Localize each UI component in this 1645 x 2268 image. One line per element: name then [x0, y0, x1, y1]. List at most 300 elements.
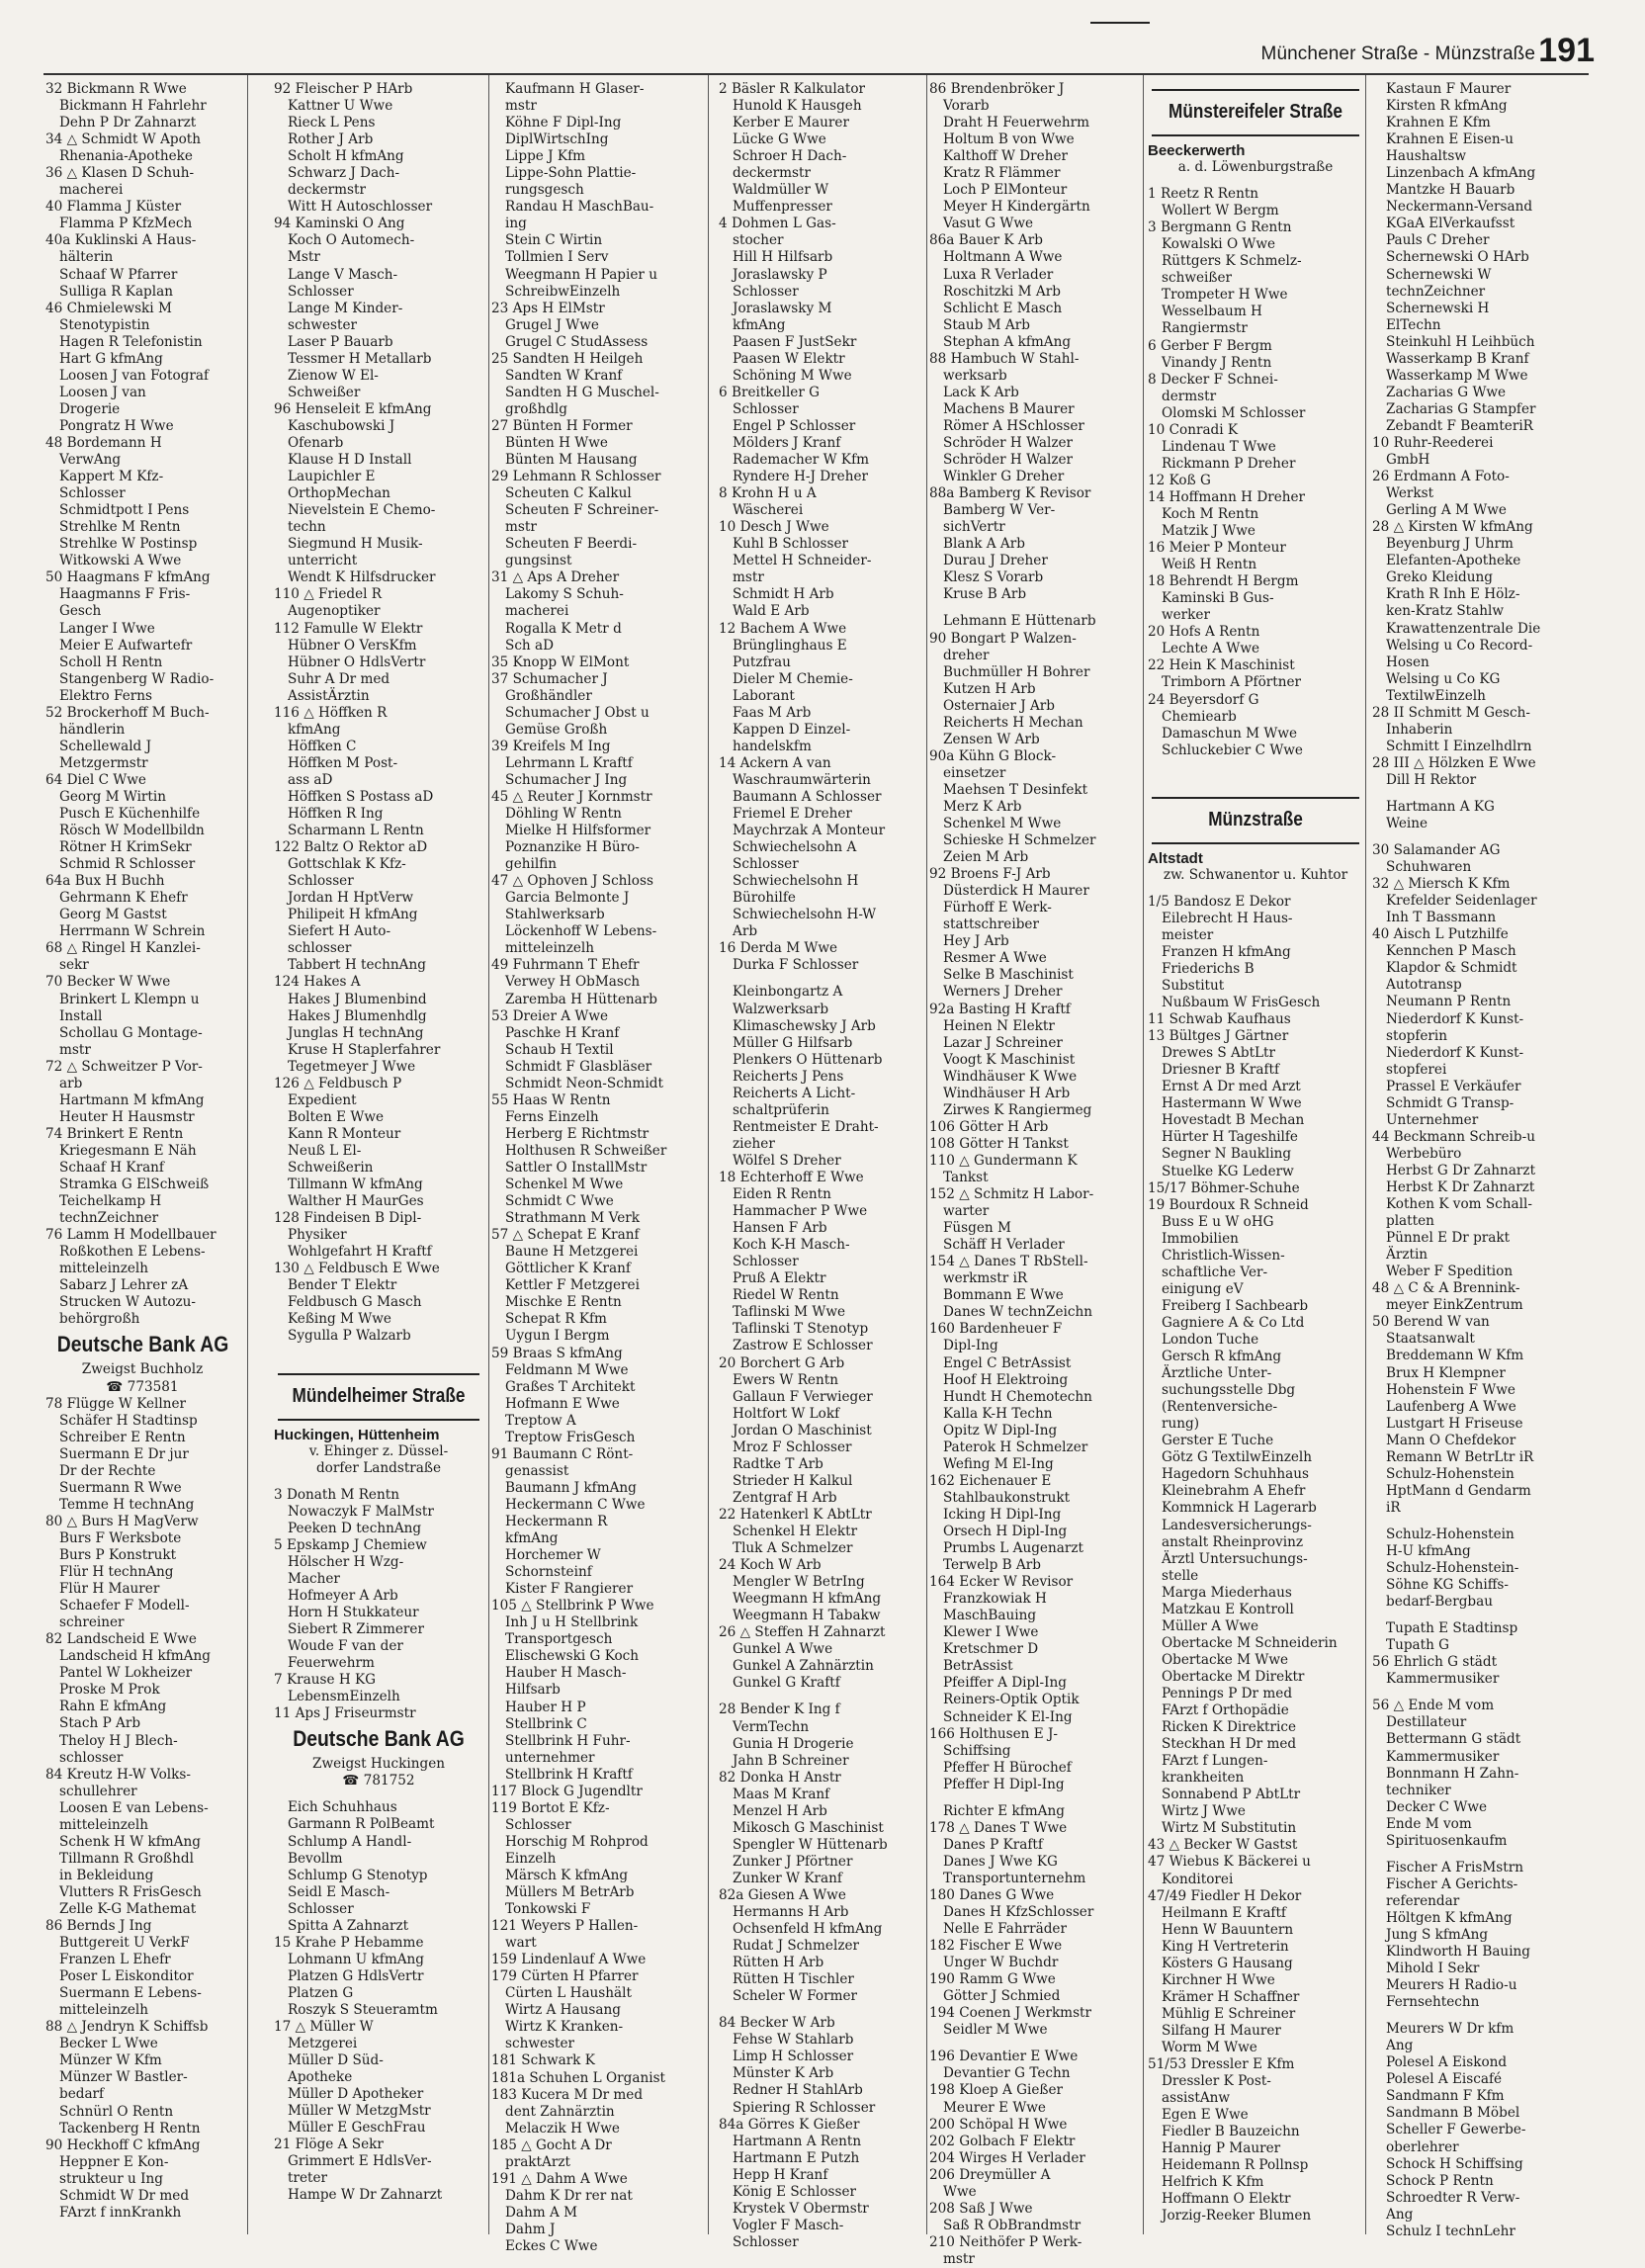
address-entry: 181a Schuhen L Organist	[491, 2069, 666, 2086]
entry-continuation: Kriegesmann E Näh	[59, 1142, 197, 1159]
entry-continuation: Heckermann C Wwe	[505, 1496, 646, 1513]
entry-continuation: werker	[1162, 607, 1210, 624]
entry-continuation: techn	[288, 519, 326, 536]
entry-continuation: ElTechn	[1386, 316, 1441, 333]
entry-continuation: Haagmanns F Fris-	[59, 586, 191, 603]
entry-continuation: Klapdor & Schmidt	[1386, 960, 1517, 977]
entry-continuation: Hoof H Elektroing	[943, 1371, 1069, 1388]
entry-continuation: Hansen F Arb	[733, 1220, 827, 1237]
entry-continuation: Schollau G Montage-	[59, 1024, 203, 1041]
entry-continuation: schwester	[288, 316, 358, 333]
entry-continuation: Tegetmeyer J Wwe	[288, 1058, 416, 1075]
address-entry: 90 Bongart P Walzen-	[929, 630, 1077, 647]
column-divider	[1143, 75, 1144, 2234]
entry-continuation: kfmAng	[733, 316, 786, 333]
entry-continuation: Herrmann W Schrein	[59, 923, 206, 940]
entry-continuation: Lustgart H Friseuse	[1386, 1415, 1523, 1432]
entry-continuation: AssistÄrztin	[288, 687, 370, 704]
entry-continuation: Olomski M Schlosser	[1162, 404, 1306, 421]
entry-continuation: Scheuten F Beerdi-	[505, 536, 638, 553]
entry-continuation: Klewer I Wwe	[943, 1624, 1039, 1641]
entry-continuation: TextilwEinzelh	[1386, 687, 1486, 704]
entry-continuation: Rudat J Schmelzer	[733, 1938, 860, 1955]
entry-continuation: Inh J u H Stellbrink	[505, 1614, 639, 1631]
entry-continuation: Kleinebrahm A Ehefr	[1162, 1483, 1306, 1500]
entry-continuation: Mstr	[288, 249, 320, 266]
address-entry: 59 Braas S kfmAng	[491, 1345, 623, 1361]
address-entry: 126 △ Feldbusch P	[274, 1075, 402, 1091]
entry-continuation: Zacharias G Wwe	[1386, 384, 1507, 400]
entry-continuation: Zienow W El-	[288, 367, 379, 384]
address-entry: 210 Neithöfer P Werk-	[929, 2233, 1082, 2250]
entry-continuation: Kuhl B Schlosser	[733, 536, 849, 553]
entry-continuation: Höffken C	[288, 738, 357, 754]
entry-continuation: Hofmann E Wwe	[505, 1395, 620, 1412]
entry-continuation: Schornsteinf	[505, 1564, 592, 1581]
entry-continuation: Hauber H Masch-	[505, 1665, 627, 1682]
entry-continuation: Stahlwerksarb	[505, 907, 605, 923]
entry-continuation: Friemel E Dreher	[733, 806, 852, 823]
address-entry: 57 △ Schepat E Kranf	[491, 1227, 640, 1244]
address-entry: 39 Kreifels M Ing	[491, 738, 611, 754]
entry-continuation: Henn W Bauuntern	[1162, 1921, 1294, 1938]
entry-continuation: in Bekleidung	[59, 1867, 154, 1883]
address-entry: 88 Hambuch W Stahl-	[929, 350, 1080, 367]
entry-continuation: Jordan O Maschinist	[733, 1422, 872, 1439]
address-entry: 160 Bardenheuer F	[929, 1321, 1063, 1338]
entry-continuation: Vorarb	[943, 98, 990, 115]
address-entry: 26 Erdmann A Foto-	[1372, 469, 1510, 485]
address-entry: 88a Bamberg K Revisor	[929, 485, 1091, 502]
entry-continuation: Einzelh	[505, 1850, 557, 1867]
address-entry: 4 Dohmen L Gas-	[719, 216, 836, 232]
entry-continuation: Buttgereit U VerkF	[59, 1935, 190, 1952]
entry-continuation: Danes J Wwe KG	[943, 1853, 1058, 1870]
entry-continuation: Danes W technZeichn	[943, 1304, 1092, 1321]
entry-continuation: Kaminski B Gus-	[1162, 590, 1274, 607]
entry-continuation: Garcia Belmonte J	[505, 890, 630, 907]
entry-continuation: Inh T Bassmann	[1386, 910, 1497, 926]
entry-continuation: Lücke G Wwe	[733, 131, 826, 148]
address-entry: 29 Lehmann R Schlosser	[491, 469, 661, 485]
entry-continuation: Fischer A Gerichts-	[1386, 1875, 1518, 1892]
address-entry: 28 II Schmitt M Gesch-	[1372, 704, 1530, 721]
address-entry: 204 Wirges H Verlader	[929, 2149, 1085, 2166]
entry-continuation: Inhaberin	[1386, 721, 1453, 738]
entry-continuation: Wirtz K Kranken-	[505, 2019, 624, 2036]
address-entry: 32 △ Miersch K Kfm	[1372, 876, 1511, 893]
spacer	[1148, 759, 1363, 769]
entry-continuation: Schulz I technLehr	[1386, 2223, 1515, 2239]
address-entry: 86 Brendenbröker J	[929, 81, 1065, 97]
entry-continuation: Schlicht E Masch	[943, 300, 1063, 316]
heading-rule	[278, 1419, 479, 1421]
entry-continuation: LebensmEinzelh	[288, 1689, 400, 1705]
entry-continuation: (Rentenversiche-	[1162, 1399, 1278, 1416]
entry-continuation: Schroer H Dach-	[733, 148, 847, 165]
address-entry: 179 Cürten H Pfarrer	[491, 1968, 639, 1985]
entry-continuation: Walther H MaurGes	[288, 1193, 424, 1210]
entry-continuation: Zeien M Arb	[943, 849, 1029, 866]
entry-continuation: Spirituosenkaufm	[1386, 1832, 1508, 1849]
address-entry: 50 Haagmans F kfmAng	[45, 569, 211, 586]
address-entry: 90 Heckhoff C kfmAng	[45, 2137, 201, 2153]
entry-continuation: Hagedorn Schuhhaus	[1162, 1466, 1309, 1483]
entry-continuation: Schröder H Walzer	[943, 434, 1074, 451]
entry-continuation: Paterok H Schmelzer	[943, 1439, 1088, 1455]
entry-continuation: Roßkothen E Lebens-	[59, 1244, 206, 1261]
entry-continuation: Kleinbongartz A	[733, 984, 843, 1001]
address-entry: 194 Coenen J Werkmstr	[929, 2005, 1092, 2022]
column-divider	[488, 75, 489, 2234]
entry-continuation: Landesversicherungs-	[1162, 1517, 1312, 1533]
entry-continuation: werkmstr iR	[943, 1270, 1028, 1287]
entry-continuation: Sonnabend P AbtLtr	[1162, 1787, 1301, 1803]
entry-continuation: Cürten L Haushält	[505, 1985, 632, 2002]
entry-continuation: Ärztliche Unter-	[1162, 1365, 1272, 1382]
entry-continuation: schweißer	[1162, 270, 1232, 287]
entry-continuation: Grimmert E HdlsVer-	[288, 2153, 432, 2170]
entry-continuation: Mischke E Rentn	[505, 1294, 622, 1311]
entry-continuation: Strehlke M Rentn	[59, 519, 181, 536]
entry-continuation: Obertacke M Wwe	[1162, 1651, 1289, 1668]
address-entry: 166 Holthusen E J-	[929, 1725, 1059, 1742]
entry-continuation: Heckermann R	[505, 1513, 608, 1529]
entry-continuation: Ang	[1386, 2038, 1414, 2054]
entry-continuation: Zelle K-G Mathemat	[59, 1900, 197, 1917]
spacer	[1148, 769, 1363, 779]
entry-continuation: Werkst	[1386, 485, 1434, 502]
entry-continuation: Hammacher P Wwe	[733, 1203, 868, 1220]
entry-continuation: Stramka G ElSchweiß	[59, 1177, 210, 1193]
entry-continuation: Pfeffer H Bürochef	[943, 1759, 1072, 1776]
entry-continuation: Märsch K kfmAng	[505, 1867, 629, 1883]
entry-continuation: kfmAng	[505, 1530, 559, 1547]
entry-continuation: Laupichler E	[288, 469, 376, 485]
entry-continuation: Wohlgefahrt H Kraftf	[288, 1244, 432, 1261]
entry-continuation: Eiden R Rentn	[733, 1186, 831, 1203]
entry-continuation: VerwAng	[59, 452, 122, 469]
entry-continuation: Eckes C Wwe	[505, 2238, 598, 2254]
entry-continuation: Krawattenzentrale Die	[1386, 620, 1541, 637]
entry-continuation: Buss E u W oHG	[1162, 1213, 1274, 1230]
address-entry: 16 Meier P Monteur	[1148, 540, 1286, 557]
entry-continuation: Franzen L Ehefr	[59, 1952, 171, 1968]
entry-continuation: Rickmann P Dreher	[1162, 455, 1296, 472]
entry-continuation: Schulz-Hohenstein	[1386, 1465, 1515, 1482]
entry-continuation: Zunker W Kranf	[733, 1870, 842, 1886]
entry-continuation: dreher	[943, 647, 990, 663]
entry-continuation: mitteleinzelh	[505, 940, 595, 957]
address-entry: 130 △ Feldbusch E Wwe	[274, 1261, 440, 1277]
entry-continuation: Münzer W Bastler-	[59, 2069, 188, 2086]
entry-continuation: Rangiermstr	[1162, 320, 1248, 337]
entry-continuation: Hill H Hilfsarb	[733, 249, 833, 266]
entry-continuation: Tankst	[943, 1170, 989, 1185]
entry-continuation: Walzwerksarb	[733, 1001, 829, 1017]
heading-rule	[1152, 89, 1359, 91]
entry-continuation: Schaefer F Modell-	[59, 1598, 190, 1614]
entry-continuation: unternehmer	[505, 1749, 595, 1766]
address-entry: 35 Knopp W ElMont	[491, 654, 630, 670]
spacer	[1372, 789, 1592, 799]
entry-continuation: Baune H Metzgerei	[505, 1244, 639, 1261]
address-entry: 178 △ Danes T Wwe	[929, 1819, 1068, 1836]
entry-continuation: Lack K Arb	[943, 384, 1019, 400]
address-entry: 14 Ackern A van	[719, 754, 831, 771]
entry-continuation: Tackenberg H Rentn	[59, 2120, 201, 2137]
entry-continuation: Pusch E Küchenhilfe	[59, 806, 201, 823]
entry-continuation: Tillmann W kfmAng	[288, 1177, 423, 1193]
address-entry: 183 Kucera M Dr med	[491, 2086, 644, 2103]
entry-continuation: Loosen E van Lebens-	[59, 1799, 209, 1816]
entry-continuation: dermstr	[1162, 388, 1217, 404]
address-entry: 19 Bourdoux R Schneid	[1148, 1196, 1309, 1213]
entry-continuation: Zirwes K Rangiermeg	[943, 1101, 1092, 1118]
entry-continuation: Friederichs B	[1162, 960, 1255, 977]
entry-continuation: Gagniere A & Co Ltd	[1162, 1314, 1305, 1331]
entry-continuation: gungsinst	[505, 553, 572, 569]
entry-continuation: großhdlg	[505, 400, 567, 417]
entry-continuation: Döhling W Rentn	[505, 806, 622, 823]
entry-continuation: Lippe-Sohn Plattie-	[505, 165, 637, 182]
entry-continuation: Tollmien I Serv	[505, 249, 609, 266]
entry-continuation: Suermann E Dr jur	[59, 1445, 189, 1462]
spacer	[929, 603, 1141, 613]
entry-continuation: Install	[59, 1007, 103, 1024]
entry-continuation: Götter J Schmied	[943, 1988, 1061, 2005]
address-entry: 90a Kühn G Block-	[929, 747, 1057, 764]
entry-continuation: Meurers W Dr kfm	[1386, 2021, 1515, 2038]
entry-continuation: Schäfer H Stadtinsp	[59, 1412, 198, 1429]
entry-continuation: Lohmann U kfmAng	[288, 1951, 425, 1967]
entry-continuation: Kattner U Wwe	[288, 98, 393, 115]
subheading-line: dorfer Landstraße	[315, 1459, 442, 1476]
address-entry: 23 Aps H ElMstr	[491, 300, 605, 316]
address-entry: 128 Findeisen B Dipl-	[274, 1210, 422, 1227]
entry-continuation: Horschig M Rohprod	[505, 1833, 649, 1850]
entry-continuation: Münzer W Kfm	[59, 2052, 162, 2069]
entry-continuation: Wwe	[943, 2183, 977, 2200]
entry-continuation: Seidl E Masch-	[288, 1883, 390, 1900]
entry-continuation: Strucken W Autozu-	[59, 1294, 197, 1311]
entry-continuation: Putzfrau	[733, 654, 791, 670]
entry-continuation: Burs F Werksbote	[59, 1529, 182, 1546]
entry-continuation: Danes H KfzSchlosser	[943, 1904, 1094, 1921]
entry-continuation: Metzgermstr	[59, 754, 148, 771]
entry-continuation: Schulz-Hohenstein-	[1386, 1560, 1519, 1577]
address-entry: 28 III △ Hölzken E Wwe	[1372, 754, 1536, 771]
spacer	[719, 2005, 923, 2015]
entry-continuation: Müller D Apotheker	[288, 2086, 424, 2103]
entry-continuation: Bickmann H Fahrlehr	[59, 98, 207, 115]
entry-continuation: assistAnw	[1162, 2090, 1231, 2107]
entry-continuation: Opitz W Dipl-Ing	[943, 1422, 1058, 1439]
entry-continuation: Schreiber E Rentn	[59, 1429, 186, 1445]
entry-continuation: Eilebrecht H Haus-	[1162, 910, 1293, 926]
entry-continuation: Lechte A Wwe	[1162, 641, 1260, 657]
entry-continuation: Schwiechelsohn A	[733, 839, 857, 856]
entry-continuation: Christlich-Wissen-	[1162, 1247, 1285, 1264]
entry-continuation: Durau J Dreher	[943, 553, 1048, 569]
entry-continuation: Brinkert L Klempn u	[59, 991, 200, 1007]
entry-continuation: Substitut	[1162, 978, 1225, 995]
entry-continuation: einsetzer	[943, 764, 1006, 781]
entry-continuation: Ricken K Direktrice	[1162, 1719, 1297, 1736]
entry-continuation: Staub M Arb	[943, 316, 1030, 333]
entry-continuation: warter	[943, 1203, 990, 1220]
entry-continuation: Krahnen E Kfm	[1386, 115, 1491, 131]
entry-continuation: Stein C Wirtin	[505, 232, 603, 249]
address-entry: 92 Fleischer P HArb	[274, 81, 413, 97]
address-entry: 21 Flöge A Sekr	[274, 2137, 384, 2153]
address-entry: 82a Giesen A Wwe	[719, 1886, 846, 1903]
entry-continuation: oberlehrer	[1386, 2138, 1459, 2155]
entry-continuation: Schlosser	[288, 283, 354, 300]
entry-continuation: Schmidtpott I Pens	[59, 502, 190, 519]
column-divider	[708, 75, 709, 2234]
entry-continuation: Sandten W Kranf	[505, 367, 623, 384]
entry-continuation: bedarf-Bergbau	[1386, 1594, 1493, 1611]
entry-continuation: Schlosser	[733, 283, 799, 300]
running-title: Münchener Straße - Münzstraße	[1260, 44, 1535, 64]
entry-continuation: Kruse H Staplerfahrer	[288, 1041, 441, 1058]
address-entry: 12 Koß G	[1148, 472, 1211, 488]
entry-continuation: Dahm K Dr rer nat	[505, 2187, 633, 2204]
entry-continuation: Hampe W Dr Zahnarzt	[288, 2187, 443, 2204]
entry-continuation: Schieske H Schmelzer	[943, 832, 1096, 849]
entry-continuation: Hastermann W Wwe	[1162, 1095, 1302, 1112]
entry-continuation: Schaaf H Kranf	[59, 1160, 164, 1176]
street-heading: Mündelheimer Straße	[292, 1384, 466, 1407]
entry-continuation: Schaub H Textil	[505, 1041, 614, 1058]
entry-continuation: Stach P Arb	[59, 1715, 141, 1732]
entry-continuation: Kaschubowski J	[288, 417, 395, 434]
entry-continuation: Hunold K Hausgeh	[733, 98, 862, 115]
entry-continuation: Schmidt G Transp-	[1386, 1094, 1515, 1111]
entry-continuation: Bürohilfe	[733, 890, 796, 907]
entry-continuation: Schlosser	[59, 485, 126, 502]
entry-continuation: Luxa R Verlader	[943, 266, 1054, 283]
address-entry: 11 Aps J Friseurmstr	[274, 1705, 416, 1722]
entry-continuation: Rother J Arb	[288, 131, 374, 148]
district-name: Beeckerwerth	[1148, 142, 1246, 159]
entry-continuation: Großhändler	[505, 687, 592, 704]
entry-continuation: FArzt f innKrankh	[59, 2204, 182, 2221]
entry-continuation: Schaaf W Pfarrer	[59, 266, 178, 283]
entry-continuation: Stangenberg W Radio-	[59, 670, 215, 687]
entry-continuation: Merz K Arb	[943, 798, 1022, 815]
entry-continuation: Hosen	[1386, 654, 1429, 670]
entry-continuation: bedarf	[59, 2086, 105, 2103]
entry-continuation: Osternaier J Arb	[943, 697, 1055, 714]
address-entry: 82 Donka H Anstr	[719, 1769, 841, 1786]
entry-continuation: Kutzen H Arb	[943, 680, 1036, 697]
entry-continuation: Dieler M Chemie-	[733, 670, 853, 687]
address-entry: 17 △ Müller W	[274, 2019, 374, 2036]
entry-continuation: Theloy H J Blech-	[59, 1732, 178, 1749]
entry-continuation: FArzt f Lungen-	[1162, 1753, 1268, 1770]
entry-continuation: Hovestadt B Mechan	[1162, 1112, 1305, 1129]
entry-continuation: Tessmer H Metallarb	[288, 350, 432, 367]
entry-continuation: Heuter H Hausmstr	[59, 1108, 195, 1125]
entry-continuation: Sygulla P Walzarb	[288, 1328, 411, 1345]
entry-continuation: Ende M vom	[1386, 1815, 1472, 1832]
entry-continuation: Burs P Konstrukt	[59, 1546, 177, 1563]
address-entry: 80 △ Burs H MagVerw	[45, 1513, 199, 1529]
entry-continuation: Hürter H Tageshilfe	[1162, 1129, 1298, 1146]
entry-continuation: Rösch W Modellbildn	[59, 823, 205, 839]
entry-continuation: Suhr A Dr med	[288, 670, 390, 687]
entry-continuation: Gunkel A Zahnärztin	[733, 1658, 874, 1675]
entry-continuation: Heppner E Kon-	[59, 2153, 169, 2170]
entry-continuation: Schnürl O Rentn	[59, 2103, 174, 2120]
entry-continuation: Steckhan H Dr med	[1162, 1736, 1297, 1753]
entry-continuation: Wirtz J Wwe	[1162, 1803, 1246, 1820]
entry-continuation: Muffenpresser	[733, 199, 832, 216]
entry-continuation: krankheiten	[1162, 1770, 1245, 1787]
entry-continuation: Mühlig E Schreiner	[1162, 2005, 1296, 2022]
entry-continuation: Schiffsing	[943, 1742, 1011, 1759]
entry-continuation: Menzel H Arb	[733, 1802, 827, 1819]
entry-continuation: Polesel A Eiskond	[1386, 2054, 1508, 2071]
entry-continuation: stopferin	[1386, 1027, 1448, 1044]
entry-continuation: Keßing M Wwe	[288, 1311, 391, 1328]
entry-continuation: Mroz F Schlosser	[733, 1439, 852, 1455]
subheading-line: Zweigst Buchholz	[81, 1361, 204, 1378]
entry-continuation: Hilfsarb	[505, 1682, 561, 1699]
address-entry: 25 Sandten H Heilgeh	[491, 350, 644, 367]
entry-continuation: schlosser	[59, 1749, 124, 1766]
entry-continuation: Helfrich K Kfm	[1162, 2174, 1264, 2191]
entry-continuation: Ochsenfeld H kfmAng	[733, 1921, 883, 1938]
entry-continuation: Autotransp	[1386, 977, 1462, 994]
entry-continuation: Meyer H Kindergärtn	[943, 199, 1090, 216]
address-entry: 51/53 Dressler E Kfm	[1148, 2056, 1295, 2073]
entry-continuation: Haushaltsw	[1386, 148, 1466, 165]
entry-continuation: schlosser	[288, 940, 352, 957]
address-entry: 202 Golbach F Elektr	[929, 2133, 1076, 2149]
entry-continuation: Dipl-Ing	[943, 1338, 998, 1354]
entry-continuation: Scheller F Gewerbe-	[1386, 2122, 1526, 2138]
entry-continuation: Joraslawsky P	[733, 266, 827, 283]
entry-continuation: Paschke H Kranf	[505, 1024, 620, 1041]
entry-continuation: Mantzke H Bauarb	[1386, 182, 1515, 199]
entry-continuation: Herbst G Dr Zahnarzt	[1386, 1162, 1536, 1178]
entry-continuation: Beyenburg J Uhrm	[1386, 536, 1514, 553]
entry-continuation: Müller E GeschFrau	[288, 2120, 426, 2137]
entry-continuation: Siebert R Zimmerer	[288, 1621, 424, 1638]
entry-continuation: Apotheke	[288, 2069, 353, 2086]
entry-continuation: Gerling A M Wwe	[1386, 502, 1507, 519]
entry-continuation: platten	[1386, 1213, 1434, 1230]
column-divider	[247, 75, 248, 2234]
entry-continuation: Kettler F Metzgerei	[505, 1277, 640, 1294]
header-rule	[1090, 22, 1150, 24]
entry-continuation: Scholt H kfmAng	[288, 148, 404, 165]
entry-continuation: Mielke H Hilfsformer	[505, 823, 651, 839]
entry-continuation: Schuhwaren	[1386, 859, 1472, 876]
entry-continuation: Staatsanwalt	[1386, 1331, 1475, 1348]
entry-continuation: Engel C BetrAssist	[943, 1354, 1072, 1371]
address-entry: 56 △ Ende M vom	[1372, 1698, 1495, 1714]
entry-continuation: deckermstr	[733, 165, 811, 182]
address-entry: 18 Behrendt H Bergm	[1148, 573, 1299, 590]
entry-continuation: Schumacher J Ing	[505, 771, 628, 788]
entry-continuation: Koch O Automech-	[288, 232, 415, 249]
spacer	[1148, 176, 1363, 186]
entry-continuation: stocher	[733, 232, 784, 249]
